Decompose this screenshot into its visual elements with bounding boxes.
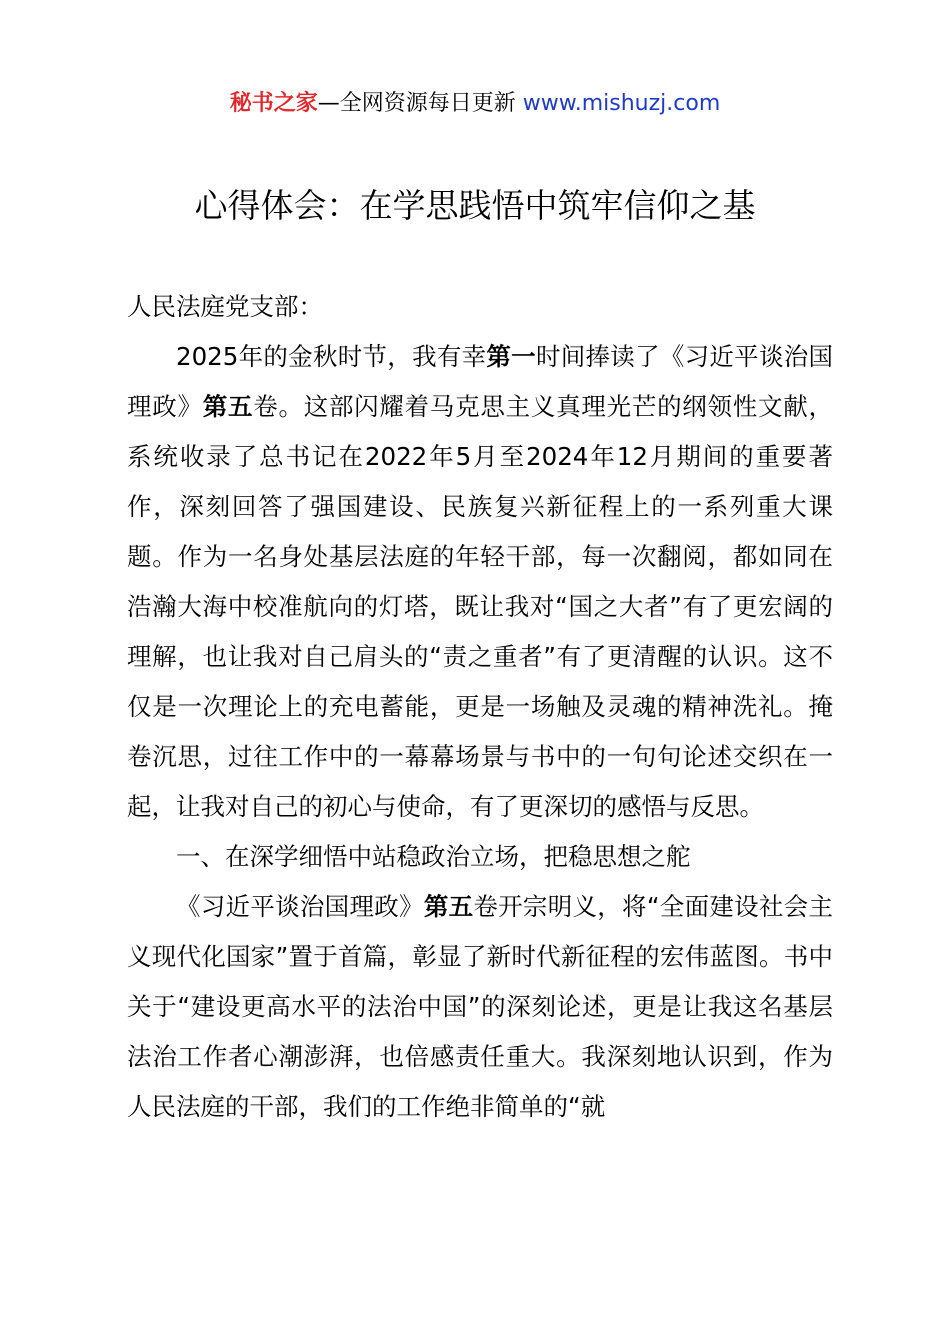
header-tagline: —全网资源每日更新 — [317, 91, 523, 116]
paragraph-section-1-text-1: 《习近平谈治国理政》 — [176, 892, 424, 921]
paragraph-section-1-bold-1: 第五 — [423, 892, 474, 921]
site-url[interactable]: www.mishuzj.com — [522, 91, 721, 116]
document-title: 心得体会：在学思践悟中筑牢信仰之基 — [194, 186, 756, 225]
paragraph-section-1 — [127, 882, 833, 1132]
paragraph-intro-text-2: 时间捧读了《习近平谈治国理政》 — [127, 342, 834, 421]
section-heading-1: 一、在深学细悟中站稳政治立场，把稳思想之舵 — [176, 842, 691, 871]
paragraph-section-1-text-2: 卷开宗明义，将“全面建设社会主义现代化国家”置于首篇，彰显了新时代新征程的宏伟蓝图。书中关于“建设更高水平的法治中国”的深刻论述，更是让我这名基层法治工作者心潮澎湃，也倍感责任重大。我深刻地认识到，作为人民法庭的干部，我们的工作绝非简单的“就 — [127, 892, 833, 1121]
paragraph-intro — [127, 332, 833, 832]
paragraph-intro-bold-2: 第五 — [202, 392, 254, 421]
paragraph-intro-bold-1: 第一 — [486, 342, 536, 371]
brand-name: 秘书之家 — [229, 91, 318, 116]
site-header — [0, 86, 950, 122]
paragraph-intro-text-3: 卷。这部闪耀着马克思主义真理光芒的纲领性文献，系统收录了总书记在2022年5月至2024年12月期间的重要著作，深刻回答了强国建设、民族复兴新征程上的一系列重大课题。作为一名身处基层法庭的年轻干部，每一次翻阅，都如同在浩瀚大海中校准航向的灯塔，既让我对“国之大者”有了更宏阔的理解，也让我对自己肩头的“责之重者”有了更清醒的认识。这不仅是一次理论上的充电蓄能，更是一场触及灵魂的精神洗礼。掩卷沉思，过往工作中的一幕幕场景与书中的一句句论述交织在一起，让我对自己的初心与使命，有了更深切的感悟与反思。 — [127, 392, 834, 821]
document-body — [127, 282, 833, 1132]
paragraph-intro-text-1: 2025年的金秋时节，我有幸 — [176, 342, 487, 371]
salutation: 人民法庭党支部： — [127, 292, 323, 321]
